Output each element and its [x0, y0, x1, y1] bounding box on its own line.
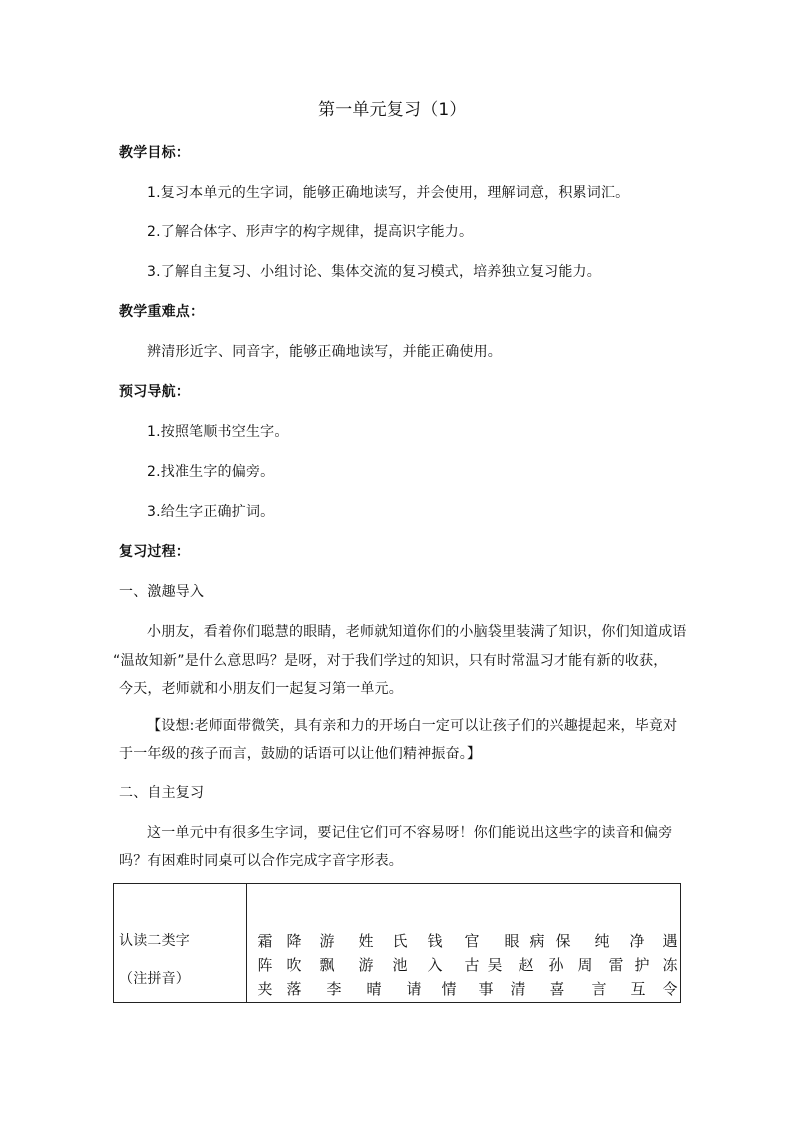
table-character: 情	[441, 980, 457, 998]
part1-paragraph-line: 小朋友，看着你们聪慧的眼睛，老师就知道你们的小脑袋里装满了知识，你们知道成语	[147, 624, 687, 640]
table-character: 池	[392, 956, 408, 974]
goals-heading: 教学目标：	[119, 145, 190, 161]
table-character: 古	[464, 956, 480, 974]
table-character: 霜	[257, 932, 273, 950]
goal-item: 1.复习本单元的生字词，能够正确地读写，并会使用，理解词意，积累词汇。	[147, 185, 630, 201]
part2-heading: 二、自主复习	[119, 785, 205, 801]
process-heading: 复习过程：	[119, 544, 190, 560]
table-label-line: 认读二类字	[119, 933, 190, 949]
table-character: 钱	[427, 932, 443, 950]
table-character: 言	[591, 980, 607, 998]
table-character: 病	[529, 932, 545, 950]
part1-paragraph-line: 今天，老师就和小朋友们一起复习第一单元。	[119, 681, 403, 697]
preview-heading: 预习导航：	[119, 384, 190, 400]
table-character: 落	[286, 980, 302, 998]
table-character: 保	[555, 932, 571, 950]
goal-item: 2.了解合体字、形声字的构字规律，提高识字能力。	[147, 224, 474, 240]
table-character: 令	[662, 980, 678, 998]
table-character: 入	[427, 956, 443, 974]
table-column-divider	[246, 883, 247, 1003]
part1-heading: 一、激趣导入	[119, 584, 205, 600]
table-character: 护	[634, 956, 650, 974]
difficulty-heading: 教学重难点：	[119, 304, 205, 320]
table-label-line: （注拼音）	[119, 971, 190, 987]
part1-note-line: 【设想:老师面带微笑，具有亲和力的开场白一定可以让孩子们的兴趣提起来，毕竟对	[147, 718, 678, 734]
table-character: 李	[326, 980, 342, 998]
table-character: 官	[464, 932, 480, 950]
table-character: 孙	[548, 956, 564, 974]
part1-paragraph-line: “温故知新”是什么意思吗？是呀，对于我们学过的知识，只有时常温习才能有新的收获，	[113, 653, 668, 669]
preview-item: 2.找准生字的偏旁。	[147, 464, 275, 480]
table-character: 游	[358, 956, 374, 974]
table-character: 请	[406, 980, 422, 998]
preview-item: 1.按照笔顺书空生字。	[147, 424, 289, 440]
difficulty-text: 辨清形近字、同音字，能够正确地读写，并能正确使用。	[147, 344, 502, 360]
table-character: 事	[478, 980, 494, 998]
part2-paragraph-line: 吗？有困难时同桌可以合作完成字音字形表。	[119, 853, 403, 869]
part2-paragraph-line: 这一单元中有很多生字词，要记住它们可不容易呀！你们能说出这些字的读音和偏旁	[147, 825, 673, 841]
table-character: 雷	[608, 956, 624, 974]
table-character: 遇	[662, 932, 678, 950]
part1-note-line: 于一年级的孩子而言，鼓励的话语可以让他们精神振奋。】	[119, 746, 482, 762]
table-character: 清	[510, 980, 526, 998]
table-character: 姓	[358, 932, 374, 950]
table-character: 阵	[257, 956, 273, 974]
table-character: 游	[319, 932, 335, 950]
table-character: 赵	[518, 956, 534, 974]
table-character: 周	[577, 956, 593, 974]
document-title: 第一单元复习（1）	[318, 100, 467, 120]
goal-item: 3.了解自主复习、小组讨论、集体交流的复习模式，培养独立复习能力。	[147, 264, 601, 280]
table-character: 氏	[392, 932, 408, 950]
table-character: 吹	[286, 956, 302, 974]
table-character: 夹	[257, 980, 273, 998]
table-character: 飘	[319, 956, 335, 974]
table-character: 降	[286, 932, 302, 950]
table-character: 纯	[594, 932, 610, 950]
preview-item: 3.给生字正确扩词。	[147, 504, 275, 520]
table-character: 互	[630, 980, 646, 998]
table-character: 喜	[549, 980, 565, 998]
table-character: 眼	[504, 932, 520, 950]
table-character: 冻	[662, 956, 678, 974]
table-character: 净	[629, 932, 645, 950]
table-character: 吴	[487, 956, 503, 974]
table-character: 晴	[366, 980, 382, 998]
